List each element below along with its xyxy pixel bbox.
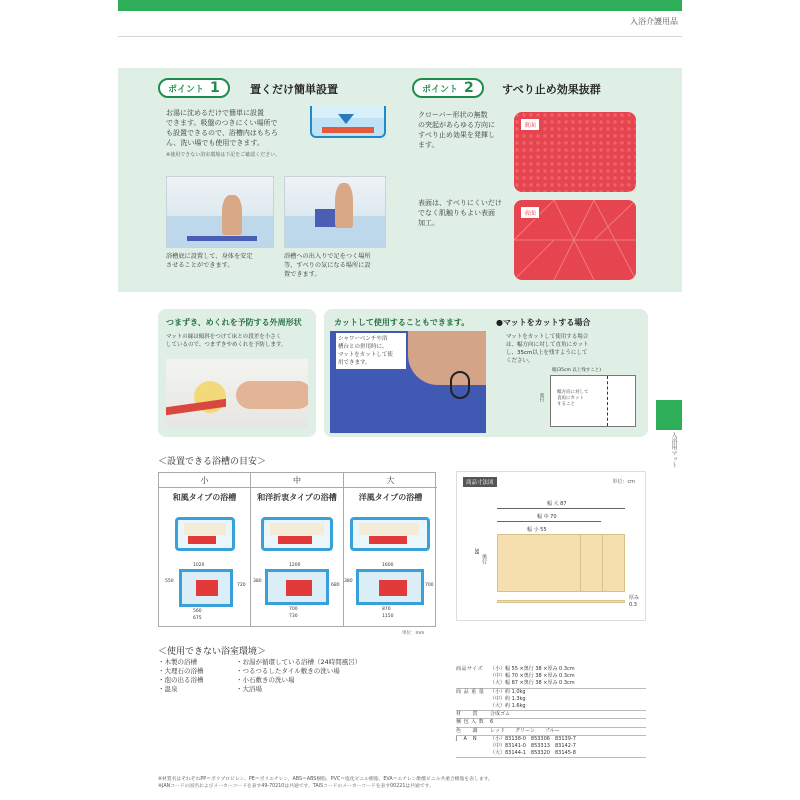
cut-diagram-top-label: 幅(35cm 以上残すこと) (552, 368, 602, 373)
mat-thickness (497, 600, 625, 603)
spec-table (456, 666, 646, 758)
spec-row-pack: 梱 包 入 数 6 (456, 719, 646, 727)
caption-tub-floor: 浴槽底に設置して、身体を安定 させることができます。 (166, 253, 253, 269)
edge-photo (166, 359, 308, 427)
plan-medium (265, 569, 329, 605)
scissors-icon (450, 371, 470, 399)
footer-notes: ※材質名はそれぞれPP＝ポリプロピレン、PE＝ポリエチレン、ABS＝ABS樹脂、PVC＝塩化ビニル樹脂、EVA＝エチレン酢酸ビニル共重合樹脂を表します。 ※JANコードの国名およびメーカーコードを表す49-70210は共通です。TAISコードのメーカーコードを表す00221は共通です。 (158, 777, 493, 789)
dimension-heading: 商品寸法図 (463, 477, 497, 487)
depth-value: 38 (473, 548, 479, 555)
cut-title: カットして使用することもできます。 (334, 318, 470, 327)
hand (408, 331, 486, 385)
mat-outline (497, 534, 625, 592)
photo-tub-entry (284, 176, 386, 248)
spec-row-material: 材 質 合成ゴム (456, 711, 646, 719)
photo-tub-bath (166, 176, 274, 248)
plan-small (179, 569, 233, 607)
point2-front-text: 表面は、すべりにくいだけ でなく肌触りもよい表面 加工。 (418, 199, 502, 227)
size-col-large: 大 洋風タイプの浴槽 1600 380 700 870 1150 (344, 473, 437, 626)
category-label: 入浴介護用品 (630, 17, 678, 26)
cut-diagram (550, 375, 636, 427)
mat-in-tub (322, 127, 374, 133)
tub-large (350, 517, 430, 551)
width-large: 幅 大 87 (547, 501, 567, 507)
not-usable-heading: ＜使用できない浴室環境＞ (158, 647, 267, 657)
edge-text: マットの縁は傾斜をつけて床との段差を小さく しているので、つまずきやめくれを予防します。 (166, 334, 287, 348)
point2-title: すべり止め効果抜群 (502, 83, 601, 96)
point2-badge: ポイント 2 (412, 78, 484, 98)
cut-text: シャワーベンチや浴 槽台との併用時に、 マットをカットして使 用できます。 (336, 333, 406, 369)
width-small: 幅 小 55 (527, 527, 547, 533)
tub-small (175, 517, 235, 551)
points-panel (118, 68, 682, 292)
point2-back-text: クローバー形状の無数 の突起があらゆる方向に すべり止め効果を発揮し ます。 (418, 111, 495, 149)
dimension-unit: 単位：cm (612, 479, 635, 485)
front-surface-sample (514, 200, 636, 280)
not-usable-list-1: ・木製の浴槽 ・大理石の浴槽 ・泡の出る浴槽 ・温泉 (158, 658, 204, 693)
width-medium: 幅 中 70 (537, 514, 557, 520)
depth-label: 奥行 (481, 554, 487, 564)
person-bathing (222, 195, 242, 235)
size-col-medium: 中 和洋折衷タイプの浴槽 1200 380 680 700 730 (251, 473, 344, 626)
cut-diagram-inner: 幅方向に対して 直角にカット すること (557, 390, 589, 407)
front-tag: 表面 (520, 206, 540, 219)
cut-diagram-side: 奥行 (539, 393, 544, 402)
back-tag: 裏面 (520, 118, 540, 131)
edge-panel (158, 309, 316, 437)
point1-badge: ポイント 1 (158, 78, 230, 98)
top-green-bar (118, 0, 682, 11)
section-tab-label: 入浴用マット (670, 432, 677, 468)
caption-tub-entry: 浴槽への出入りで足をつく場所 等、すべりの気になる場所に設 置できます。 (284, 253, 371, 278)
size-guide-table (158, 472, 436, 627)
cut-panel (324, 309, 648, 437)
section-tab[interactable] (656, 400, 682, 430)
back-surface-sample (514, 112, 636, 192)
not-usable-list-2: ・お湯が循環している浴槽（24時間風呂） ・つるつるしたタイル敷きの洗い場 ・小石敷きの洗い場 ・大浴場 (236, 658, 362, 693)
point1-note: ※使用できない浴室環境は下記をご確認ください。 (166, 152, 281, 158)
spec-row-size: 商品サイズ （小）幅 55 ×奥行 38 ×厚み 0.3cm （中）幅 70 ×奥行 38 ×厚み 0.3cm （大）幅 87 ×奥行 38 ×厚み 0.3cm (456, 666, 646, 689)
person-stepping (335, 183, 353, 228)
size-guide-heading: ＜設置できる浴槽の目安＞ (158, 457, 267, 467)
thickness-value: 0.3 (629, 602, 637, 608)
spec-row-weight: 商 品 重 量 （小）約 1.0kg （中）約 1.3kg （大）約 1.6kg (456, 689, 646, 712)
plan-large (356, 569, 424, 605)
dimension-drawing (456, 471, 646, 621)
finger (236, 381, 308, 409)
point1-text: お湯に沈めるだけで簡単に設置 できます。吸盤のつきにくい場所で も設置できるので、浴槽内はもちろ ん、洗い場でも使用できます。 (166, 109, 278, 147)
tub-medium (261, 517, 333, 551)
cut-case-text: マットをカットして使用する場合 は、幅方向に対して直角にカット し、35cm以上を残すようにして ください。 (506, 334, 589, 364)
size-col-small: 小 和風タイプの浴槽 1020 550 720 560 675 (159, 473, 251, 626)
spec-row-color: 色 調 レッド グリーン ブルー (456, 728, 646, 736)
edge-title: つまずき、めくれを予防する外周形状 (166, 318, 302, 327)
point1-title: 置くだけ簡単設置 (250, 83, 338, 96)
size-guide-unit: 単位：mm (402, 631, 425, 636)
arrow-down-icon (338, 114, 354, 124)
spec-row-jan: J A N （小）83138-0 853306 83139-7 （中）83141-0 853313 83142-7 （大）83144-1 853320 83145-8 (456, 736, 646, 759)
cut-case-title: ●マットをカットする場合 (496, 318, 591, 327)
thickness-label: 厚み (629, 595, 640, 601)
header-divider (118, 36, 682, 37)
